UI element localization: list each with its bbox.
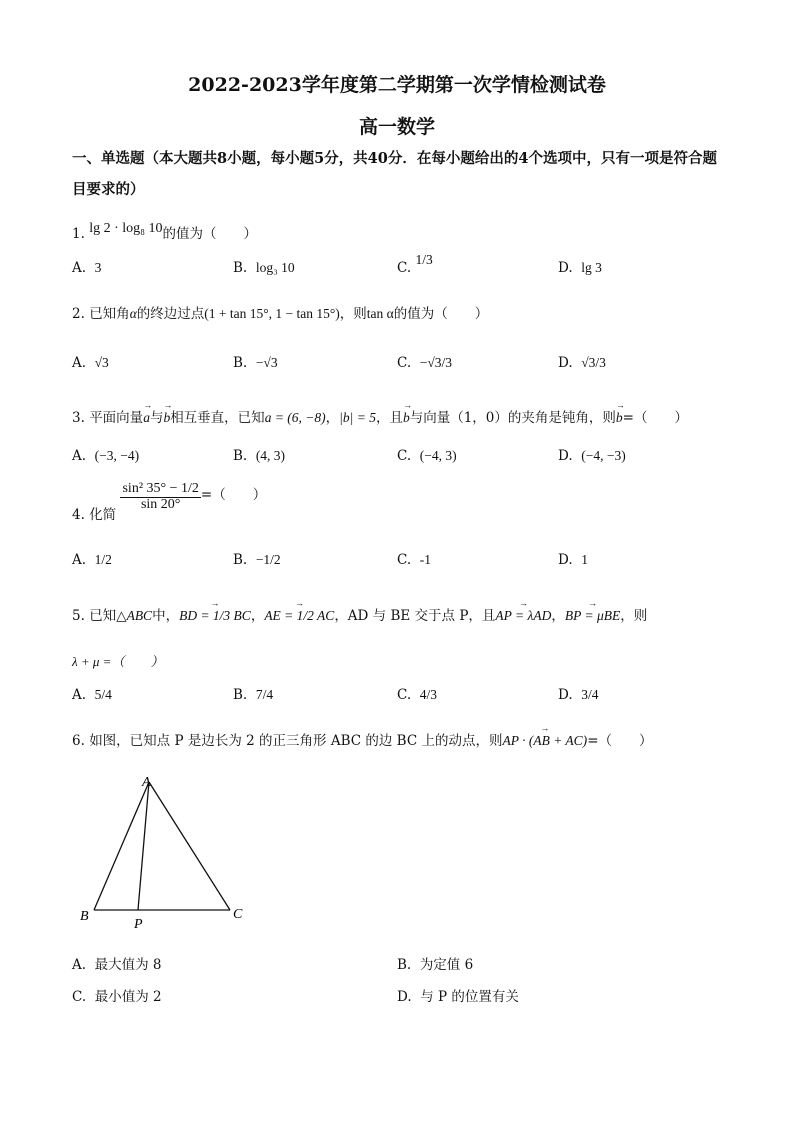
question-4: 4. 化简 $\frac{\text{sin² 35° − 1/2}}{\sin 20^\circ}$ =（ ） (72, 481, 267, 523)
q5-option-b: B. 7/4 (233, 687, 274, 703)
q1-option-b: B. log₃ 10 (233, 260, 295, 276)
q1-option-c: C. 1/3 (397, 252, 433, 276)
q6-option-d: D. 与 P 的位置有关 (397, 989, 519, 1005)
q4-fraction: $\frac{\text{sin² 35° − 1/2}}{\sin 20^\circ}$ (122, 481, 199, 512)
q2-option-a: A. √3 (72, 355, 109, 371)
q5-option-c: C. 4/3 (397, 687, 437, 703)
q1-expression: lg 2 · log₈ 10 (89, 221, 163, 236)
q4-option-c: C. -1 (397, 552, 431, 568)
segment-ap (138, 782, 149, 910)
vertex-label-a: A (142, 775, 151, 790)
q5-option-d: D. 3/4 (558, 687, 599, 703)
q3-option-b: B. (4, 3) (233, 448, 286, 464)
q2-option-b: B. −√3 (233, 355, 278, 371)
question-2: 2. 已知角α的终边过点(1 + tan 15°, 1 − tan 15°)，则tan α的值为（ ） (72, 306, 489, 322)
exam-title: 2022-2023学年度第二学期第一次学情检测试卷 (188, 74, 606, 96)
question-6: 6. 如图，已知点 P 是边长为 2 的正三角形 ABC 的边 BC 上的动点，则→ AP · (AB + AC)=（ ） (72, 729, 653, 749)
side-ab (94, 782, 149, 910)
question-number: 1. (72, 226, 85, 242)
q2-point: (1 + tan 15°, 1 − tan 15°) (204, 306, 340, 321)
q5-line2: λ + μ =（ ） (72, 654, 164, 669)
vertex-label-c: C (233, 907, 243, 922)
question-3: 3. 平面向量→ a与→ b相互垂直，已知a = (6, −8)，|b| = 5，且→ b与向量（1，0）的夹角是钝角，则→ b=（ ） (72, 406, 688, 426)
q3-option-a: A. (−3, −4) (72, 448, 140, 464)
point-label-p: P (134, 917, 143, 932)
q1-stem: 的值为（ ） (162, 226, 258, 242)
q4-option-a: A. 1/2 (72, 552, 112, 568)
question-5: 5. 已知△ABC中，→ BD = 1/3 BC，→ AE = 1/2 AC，AD 与 BE 交于点 P，且→ AP = λAD，→ BP = μBE，则 (72, 604, 647, 624)
q3-option-c: C. (−4, 3) (397, 448, 457, 464)
vertex-label-b: B (80, 909, 89, 924)
q4-option-d: D. 1 (558, 552, 588, 568)
q1-option-a: A. 3 (72, 260, 102, 276)
q2-option-c: C. −√3/3 (397, 355, 453, 371)
section-heading: 一、单选题（本大题共8小题，每小题5分，共40分．在每小题给出的4个选项中，只有一项是符合题目要求的） (72, 150, 717, 198)
q2-option-d: D. √3/3 (558, 355, 606, 371)
q3-option-d: D. (−4, −3) (558, 448, 626, 464)
question-1 (72, 222, 257, 243)
q4-option-b: B. −1/2 (233, 552, 281, 568)
q5-option-a: A. 5/4 (72, 687, 112, 703)
q6-option-b: B. 为定值 6 (397, 957, 474, 973)
q6-triangle-figure (70, 770, 270, 940)
q1-option-d: D. lg 3 (558, 260, 602, 276)
q6-option-a: A. 最大值为 8 (72, 957, 162, 973)
exam-subject: 高一数学 (358, 116, 435, 138)
q6-option-c: C. 最小值为 2 (72, 989, 162, 1005)
side-ac (149, 782, 230, 910)
